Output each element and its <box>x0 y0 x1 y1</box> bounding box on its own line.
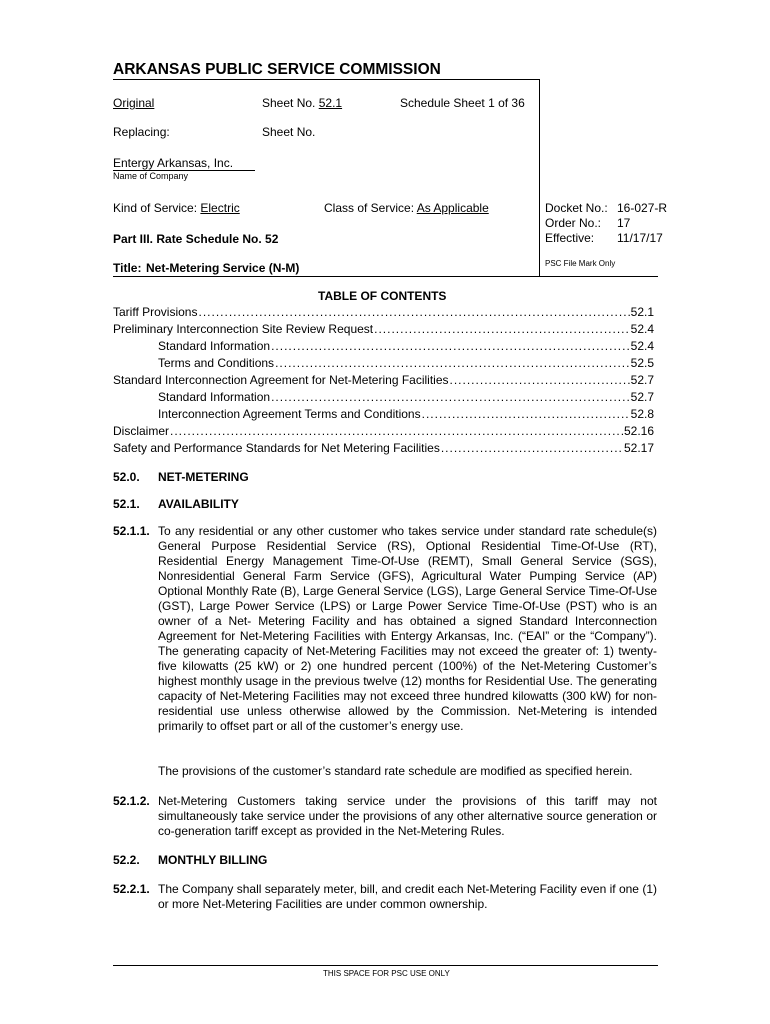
kind-label: Kind of Service: <box>113 201 198 215</box>
section-number: 52.1.1. <box>113 524 150 538</box>
toc-entry <box>113 373 654 390</box>
section-title: AVAILABILITY <box>158 497 239 511</box>
docket-label: Docket No.: <box>545 201 608 215</box>
toc-entry <box>158 390 654 407</box>
section-number: 52.1. <box>113 497 140 511</box>
toc-entry-label: Interconnection Agreement Terms and Conditions <box>158 407 421 421</box>
sheet-no-label: Sheet No. <box>262 96 316 110</box>
section-paragraph: The provisions of the customer’s standard rate schedule are modified as specified herein. <box>158 764 633 778</box>
toc-leader <box>271 390 630 404</box>
header-bottom-rule <box>113 276 658 277</box>
kind-of-service <box>113 201 240 215</box>
section-number: 52.1.2. <box>113 794 150 808</box>
toc-leader <box>198 305 629 319</box>
toc-entry-page: 52.8 <box>630 407 654 421</box>
toc-entry <box>158 356 654 373</box>
footer-rule <box>113 965 658 966</box>
toc-leader <box>271 339 630 353</box>
toc-entry-label: Preliminary Interconnection Site Review Request <box>113 322 374 336</box>
toc-leader <box>450 373 630 387</box>
toc-leader <box>441 441 623 455</box>
toc-entry-page: 52.7 <box>630 373 654 387</box>
replacing-label: Replacing: <box>113 125 170 139</box>
section-paragraph: Net-Metering Customers taking service under the provisions of this tariff may not simultaneously take service under the provisions of any other alternative source generation or co-generation tariff except as provided in the Net-Metering Rules. <box>158 794 657 838</box>
toc-entry-page: 52.4 <box>630 322 654 336</box>
toc-entry-page: 52.5 <box>630 356 654 370</box>
toc-entry <box>113 305 654 322</box>
sheet-no <box>262 96 342 110</box>
toc-entry-page: 52.7 <box>630 390 654 404</box>
commission-title: ARKANSAS PUBLIC SERVICE COMMISSION <box>113 61 441 78</box>
schedule-sheet: Schedule Sheet 1 of 36 <box>400 96 525 110</box>
company-name: Entergy Arkansas, Inc. <box>113 156 234 170</box>
part-rate-schedule: Part III. Rate Schedule No. 52 <box>113 232 279 246</box>
toc-leader <box>275 356 630 370</box>
section-title: NET-METERING <box>158 470 249 484</box>
toc-entry <box>158 407 654 424</box>
replacing-sheet-no: Sheet No. <box>262 125 316 139</box>
toc-entry <box>113 441 654 458</box>
toc-entry-page: 52.1 <box>630 305 654 319</box>
toc-leader <box>422 407 630 421</box>
original-label: Original <box>113 96 155 110</box>
toc-entry-page: 52.17 <box>623 441 654 455</box>
toc-entry <box>113 424 654 441</box>
toc-entry-label: Standard Information <box>158 390 271 404</box>
header-top-rule <box>113 79 540 80</box>
class-value: As Applicable <box>416 201 489 215</box>
order-label: Order No.: <box>545 216 602 230</box>
section-paragraph: The Company shall separately meter, bill, and credit each Net-Metering Facility even if one (1) or more Net-Metering Facilities are under common ownership. <box>158 882 657 911</box>
toc-leader <box>374 322 630 336</box>
effective-label: Effective: <box>545 231 595 245</box>
kind-value: Electric <box>200 201 240 215</box>
toc-entry <box>158 339 654 356</box>
toc-heading: TABLE OF CONTENTS <box>318 289 447 303</box>
effective-value: 11/17/17 <box>617 231 663 245</box>
toc-entry-label: Standard Interconnection Agreement for Net-Metering Facilities <box>113 373 449 387</box>
toc-leader <box>170 424 623 438</box>
docket-value: 16-027-R <box>617 201 668 215</box>
header-vertical-rule <box>539 79 540 276</box>
toc-entry-label: Standard Information <box>158 339 271 353</box>
title-label: Title: <box>113 261 142 275</box>
class-of-service <box>324 201 489 215</box>
sheet-no-value: 52.1 <box>318 96 343 110</box>
company-caption: Name of Company <box>113 171 189 181</box>
section-number: 52.2.1. <box>113 882 150 896</box>
toc-entry <box>113 322 654 339</box>
toc-entry-page: 52.16 <box>623 424 654 438</box>
class-label: Class of Service: <box>324 201 415 215</box>
psc-use-only: THIS SPACE FOR PSC USE ONLY <box>323 969 450 978</box>
toc-entry-label: Terms and Conditions <box>158 356 275 370</box>
order-value: 17 <box>617 216 631 230</box>
psc-file-mark: PSC File Mark Only <box>545 259 616 268</box>
section-title: MONTHLY BILLING <box>158 853 268 867</box>
toc-entry-label: Disclaimer <box>113 424 170 438</box>
title-value: Net-Metering Service (N-M) <box>146 261 300 275</box>
toc-entry-page: 52.4 <box>630 339 654 353</box>
section-number: 52.2. <box>113 853 140 867</box>
section-number: 52.0. <box>113 470 140 484</box>
section-paragraph: To any residential or any other customer who takes service under standard rate schedule(s) General Purpose Residential Service (RS), Optional Residential Time-Of-Use (RT), Residential Energy Management Time-Of-Use (REMT), Small General Service (SGS), Nonresidential General Farm Service (GFS), Agricultural Water Pumping Service (AP) Optional Monthly Rate (B), Large General Service (LGS), Large General Service Time-Of-Use (GST), Large Power Service (LPS) or Large Power Service Time-Of-Use (PST) who is an owner of a Net- Metering Facility and has obtained a signed Standard Interconnection Agreement for Net-Metering Facilities with Entergy Arkansas, Inc. (“EAI” or the “Company”). The generating capacity of Net-Metering Facilities may not exceed the greater of: 1) twenty-five kilowatts (25 kW) or 2) one hundred percent (100%) of the Net-Metering Customer’s highest monthly usage in the previous twelve (12) months for Residential Use. The generating capacity of Net-Metering Facilities may not exceed three hundred kilowatts (300 kW) for non-residential use unless otherwise allowed by the Commission. Net-Metering is intended primarily to offset part or all of the customer’s energy use. <box>158 524 657 733</box>
toc-entry-label: Tariff Provisions <box>113 305 198 319</box>
toc-entry-label: Safety and Performance Standards for Net Metering Facilities <box>113 441 440 455</box>
